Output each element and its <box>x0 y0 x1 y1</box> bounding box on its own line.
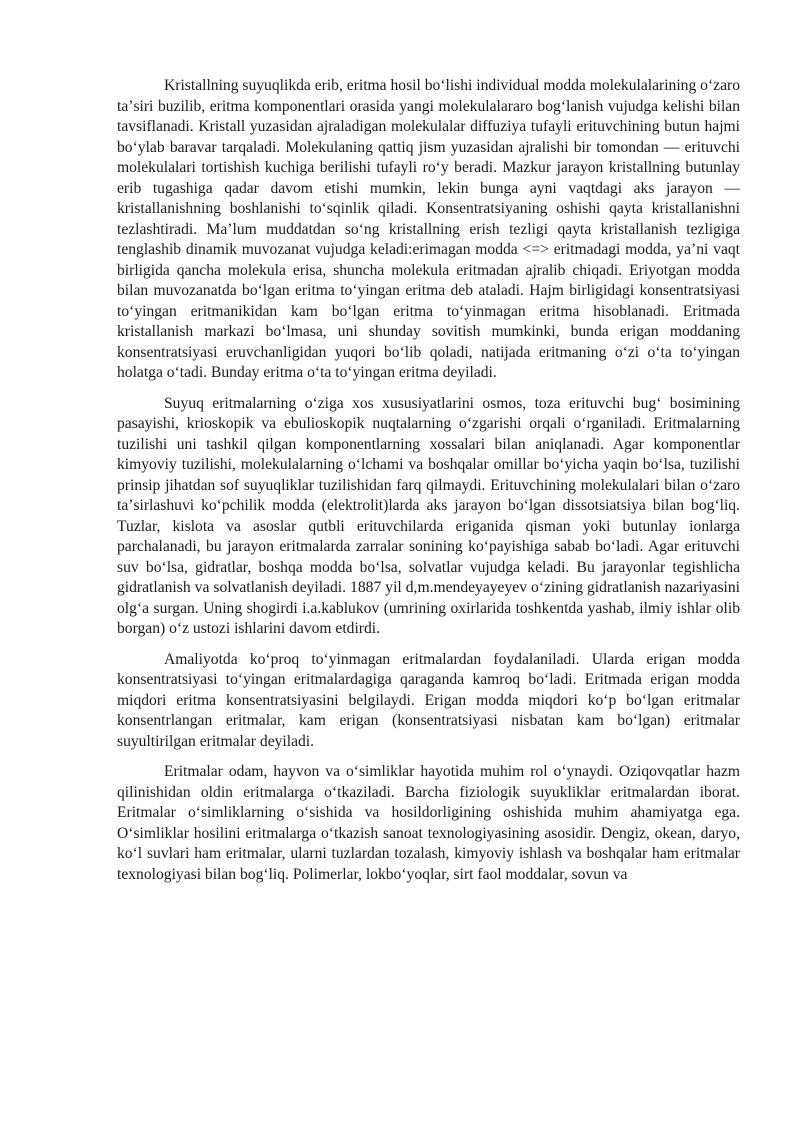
paragraph-solution-properties: Suyuq eritmalarning oʻziga xos xususiyatlarini osmos, toza erituvchi bugʻ bosimining pasayishi, krioskopik va ebulioskopik nuqtalarning oʻzgarishi orqali oʻrganiladi. Eritmalarning tuzilishi uni tashkil qilgan komponentlarning xossalari bilan aniqlanadi. Agar komponentlar kimyoviy tuzilishi, molekulalarning oʻlchami va boshqalar omillar boʻyicha yaqin boʻlsa, tuzilishi prinsip jihatdan sof suyuqliklar tuzilishidan farq qilmaydi. Erituvchining molekulalari bilan oʻzaro taʼsirlashuvi koʻpchilik modda (elektrolit)larda aks jarayon boʻlgan dissotsiatsiya bilan bogʻliq. Tuzlar, kislota va asoslar qutbli erituvchilarda eriganida qisman yoki butunlay ionlarga parchalanadi, bu jarayon eritmalarda zarralar sonining koʻpayishiga sabab boʻladi. Agar erituvchi suv boʻlsa, gidratlar, boshqa modda boʻlsa, solvatlar vujudga keladi. Bu jarayonlar tegishlicha gidratlanish va solvatlanish deyiladi. 1887 yil d,m.mendeyayeyev oʻzining gidratlanish nazariyasini olgʻa surgan. Uning shogirdi i.a.kablukov (umrining oxirlarida toshkentda yashab, ilmiy ishlar olib borgan) oʻz ustozi ishlarini davom etdirdi. <box>117 394 740 637</box>
paragraph-solutions-importance: Eritmalar odam, hayvon va oʻsimliklar hayotida muhim rol oʻynaydi. Oziqovqatlar hazm qilinishidan oldin eritmalarga oʻtkaziladi. Barcha fiziologik suyukliklar eritmalardan iborat. Eritmalar oʻsimliklarning oʻsishida va hosildorligining oshishida muhim ahamiyatga ega. Oʻsimliklar hosilini eritmalarga oʻtkazish sanoat texnologiyasining asosidir. Dengiz, okean, daryo, koʻl suvlari ham eritmalar, ularni tuzlardan tozalash, kimyoviy ishlash va boshqalar ham eritmalar texnologiyasi bilan bogʻliq. Polimerlar, lokboʻyoqlar, sirt faol moddalar, sovun va <box>117 763 740 883</box>
paragraph-crystal-dissolution: Kristallning suyuqlikda erib, eritma hosil boʻlishi individual modda molekulalarining oʻzaro taʼsiri buzilib, eritma komponentlari orasida yangi molekulalararo bogʻlanish vujudga kelishi bilan tavsiflanadi. Kristall yuzasidan ajraladigan molekulalar diffuziya tufayli erituvchining butun hajmi boʻylab baravar tarqaladi. Molekulaning qattiq jism yuzasidan ajralishi bir tomondan — erituvchi molekulalari tortishish kuchiga berilishi tufayli roʻy beradi. Mazkur jarayon kristallning butunlay erib tugashiga qadar davom etishi mumkin, lekin bunga ayni vaqtdagi aks jarayon — kristallanishning boshlanishi toʻsqinlik qiladi. Konsentratsiyaning oshishi qayta kristallanishni tezlashtiradi. Maʼlum muddatdan soʻng kristallning erish tezligi qayta kristallanish tezligiga tenglashib dinamik muvozanat vujudga keladi:erimagan modda <=> eritmadagi modda, yaʼni vaqt birligida qancha molekula erisa, shuncha molekula eritmadan ajralib chiqadi. Eriyotgan modda bilan muvozanatda boʻlgan eritma toʻyingan eritma deb ataladi. Hajm birligidagi konsentratsiyasi toʻyingan eritmanikidan kam boʻlgan eritma toʻyinmagan eritma hisoblanadi. Eritmada kristallanish markazi boʻlmasa, uni shunday sovitish mumkinki, bunda erigan moddaning konsentratsiyasi eruvchanligidan yuqori boʻlib qoladi, natijada eritmaning oʻzi oʻta toʻyingan holatga oʻtadi. Bunday eritma oʻta toʻyingan eritma deyiladi. <box>117 77 740 381</box>
document-page <box>117 76 740 895</box>
paragraph-unsaturated-solutions: Amaliyotda koʻproq toʻyinmagan eritmalardan foydalaniladi. Ularda erigan modda konsentratsiyasi toʻyingan eritmalardagiga qaraganda kamroq boʻladi. Eritmada erigan modda miqdori eritma konsentratsiyasini belgilaydi. Erigan modda miqdori koʻp boʻlgan eritmalar konsentrlangan eritmalar, kam erigan (konsentratsiyasi nisbatan kam boʻlgan) eritmalar suyultirilgan eritmalar deyiladi. <box>117 650 740 750</box>
